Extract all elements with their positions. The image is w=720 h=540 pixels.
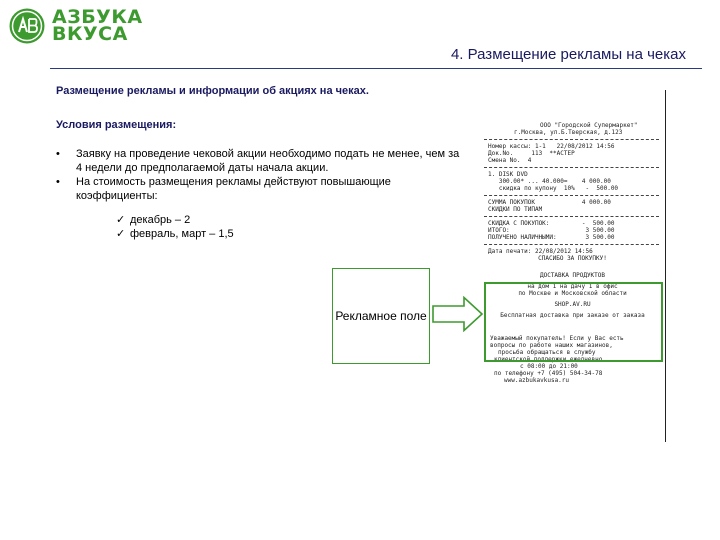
slide-subtitle: Размещение рекламы и информации об акциях на чеках. <box>56 85 369 97</box>
receipt-line: СУММА ПОКУПОК 4 000.00 <box>488 199 611 206</box>
conditions-list <box>56 147 466 203</box>
receipt-line: г.Москва, ул.Б.Тверская, д.123 <box>514 129 623 136</box>
list-item: • Заявку на проведение чековой акции необходимо подать не менее, чем за 4 недели до предполагаемой даты начала акции. <box>56 147 466 175</box>
receipt-line: Смена No. 4 <box>488 157 532 164</box>
receipt-line: ИТОГО: 3 500.00 <box>488 227 615 234</box>
brand-emblem-icon <box>8 7 46 45</box>
content-block <box>56 85 466 241</box>
brand-name-line2: ВКУСА <box>52 23 128 45</box>
receipt-divider <box>484 167 659 168</box>
coefficient-text: февраль, март – 1,5 <box>130 228 234 240</box>
check-icon: ✓ <box>116 228 126 240</box>
receipt-line: ПОЛУЧЕНО НАЛИЧНЫМИ: 3 500.00 <box>488 234 615 241</box>
check-icon: ✓ <box>116 214 126 226</box>
ad-field-box <box>332 268 430 364</box>
receipt-ad-line: ДОСТАВКА ПРОДУКТОВ <box>539 272 606 279</box>
receipt-line: скидка по купону 10% - 500.00 <box>488 185 619 192</box>
brand-name <box>52 6 143 45</box>
arrow-right-icon <box>432 296 484 332</box>
coefficient-text: декабрь – 2 <box>130 214 191 226</box>
receipt-line: вопросы по работе наших магазинов, <box>490 342 613 349</box>
list-item: • На стоимость размещения рекламы действуют повышающие коэффициенты: <box>56 175 466 203</box>
receipt-line: СПАСИБО ЗА ПОКУПКУ! <box>538 255 607 262</box>
receipt-line: Уважаемый покупатель! Если у Вас есть <box>490 335 624 342</box>
receipt-line: Дата печати: 22/08/2012 14:56 <box>488 248 593 255</box>
receipt-line: клиентской поддержки ежедневно <box>494 356 603 363</box>
brand-name-line1: АЗБУКА <box>52 6 143 28</box>
receipt-line: просьба обращаться в службу <box>498 349 596 356</box>
receipt-divider <box>484 216 659 217</box>
receipt-line: с 08:00 до 21:00 <box>520 363 578 370</box>
receipt-ad-line: на дом 1 на дачу 1 в офис <box>527 283 618 290</box>
receipt-image <box>480 90 666 442</box>
receipt-divider <box>484 195 659 196</box>
receipt-divider <box>484 139 659 140</box>
receipt-line: по телефону +7 (495) 504-34-78 <box>494 370 603 377</box>
receipt-line: СКИДКА С ПОКУПОК: - 500.00 <box>488 220 615 227</box>
receipt-line: СКИДКИ ПО ТИПАМ <box>488 206 543 213</box>
receipt-line: 1. DISK DVD <box>488 171 528 178</box>
list-item <box>116 227 466 241</box>
receipt-ad-line: по Москве и Московской области <box>518 290 627 297</box>
title-divider <box>50 68 702 69</box>
receipt-line: 300.00* ... 40.000= 4 000.00 <box>488 178 611 185</box>
receipt-line: Номер кассы: 1-1 22/08/2012 14:56 <box>488 143 615 150</box>
ad-field-label: Рекламное поле <box>335 308 427 323</box>
receipt-line: ООО "Городской Супермаркет" <box>540 122 638 129</box>
receipt-ad-line: SHOP.AV.RU <box>554 301 591 308</box>
coefficients-list <box>116 213 466 241</box>
receipt-divider <box>484 244 659 245</box>
receipt-ad-line: Бесплатная доставка при заказе от заказа <box>500 312 645 319</box>
brand-logo <box>8 6 143 46</box>
receipt-line: www.azbukavkusa.ru <box>504 377 570 384</box>
list-item <box>116 213 466 227</box>
conditions-heading: Условия размещения: <box>56 119 177 131</box>
slide-title: 4. Размещение рекламы на чеках <box>450 46 686 63</box>
receipt-ad-highlight <box>484 282 663 362</box>
receipt-line: Док.No. 113 **АСТЕР <box>488 150 575 157</box>
